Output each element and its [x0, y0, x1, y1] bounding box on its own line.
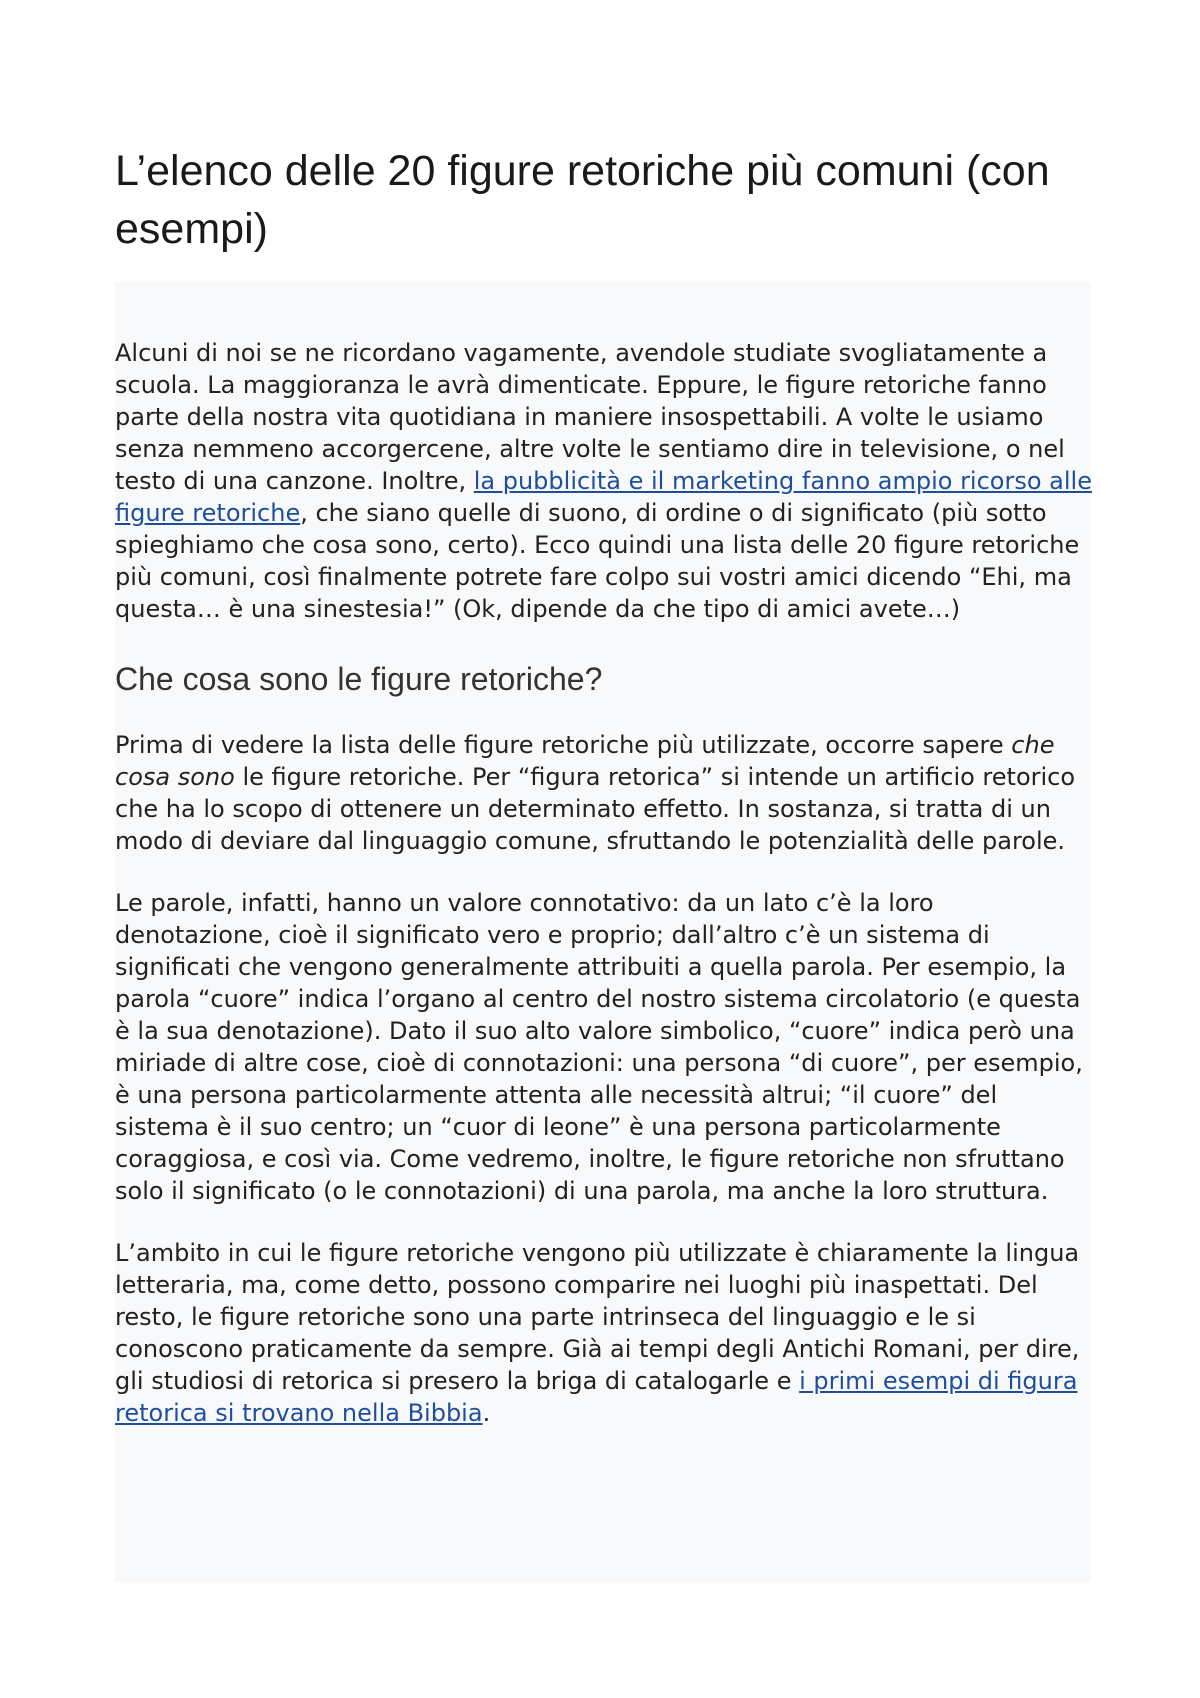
definition-text-after-emphasis: le figure retoriche. Per “figura retorica” si intende un artificio retorico che ha lo scopo di ottenere un determinato effetto. In sostanza, si tratta di un modo di deviare dal linguaggio comune, sfruttando le potenzialità delle parole.: [115, 763, 1076, 855]
history-text-before-link: L’ambito in cui le figure retoriche vengono più utilizzate è chiaramente la lingua letteraria, ma, come detto, possono comparire nei luoghi più inaspettati. Del resto, le figure retoriche sono una parte intrinseca del linguaggio e le si conoscono praticamente da sempre. Già ai tempi degli Antichi Romani, per dire, gli studiosi di retorica si presero la briga di catalogarle e: [115, 1239, 1080, 1395]
history-text-after-link: .: [482, 1399, 491, 1427]
definition-paragraph: [115, 729, 1095, 857]
intro-text-after-link: , che siano quelle di suono, di ordine o di significato (più sotto spieghiamo che cosa sono, certo). Ecco quindi una lista delle 20 figure retoriche più comuni, così finalmente potrete fare colpo sui vostri amici dicendo “Ehi, ma questa… è una sinestesia!” (Ok, dipende da che tipo di amici avete…): [115, 499, 1080, 623]
connotation-paragraph: Le parole, infatti, hanno un valore connotativo: da un lato c’è la loro denotazione, cioè il significato vero e proprio; dall’altro c’è un sistema di significati che vengono generalmente attribuiti a quella parola. Per esempio, la parola “cuore” indica l’organo al centro del nostro sistema circolatorio (e questa è la sua denotazione). Dato il suo alto valore simbolico, “cuore” indica però una miriade di altre cose, cioè di connotazioni: una persona “di cuore”, per esempio, è una persona particolarmente attenta alle necessità altrui; “il cuore” del sistema è il suo centro; un “cuor di leone” è una persona particolarmente coraggiosa, e così via. Come vedremo, inoltre, le figure retoriche non sfruttano solo il significato (o le connotazioni) di una parola, ma anche la loro struttura.: [115, 889, 1083, 1205]
intro-text-before-link: Alcuni di noi se ne ricordano vagamente, avendole studiate svogliatamente a scuola. La maggioranza le avrà dimenticate. Eppure, le figure retoriche fanno parte della nostra vita quotidiana in maniere insospettabili. A volte le usiamo senza nemmeno accorgercene, altre volte le sentiamo dire in televisione, o nel testo di una canzone. Inoltre,: [115, 339, 1065, 495]
bible-examples-link[interactable]: i primi esempi di figura retorica si trovano nella Bibbia: [115, 1367, 1078, 1427]
intro-paragraph: [115, 337, 1095, 625]
section-heading: Che cosa sono le figure retoriche?: [115, 661, 603, 697]
article-body: [115, 282, 1091, 1582]
marketing-rhetoric-link[interactable]: la pubblicità e il marketing fanno ampio ricorso alle figure retoriche: [115, 467, 1092, 527]
page-title: L’elenco delle 20 figure retoriche più comuni (con esempi): [115, 147, 1050, 253]
history-paragraph: [115, 1237, 1095, 1429]
definition-emphasis: che cosa sono: [115, 731, 1055, 791]
definition-text-before-emphasis: Prima di vedere la lista delle figure retoriche più utilizzate, occorre sapere: [115, 731, 1012, 759]
